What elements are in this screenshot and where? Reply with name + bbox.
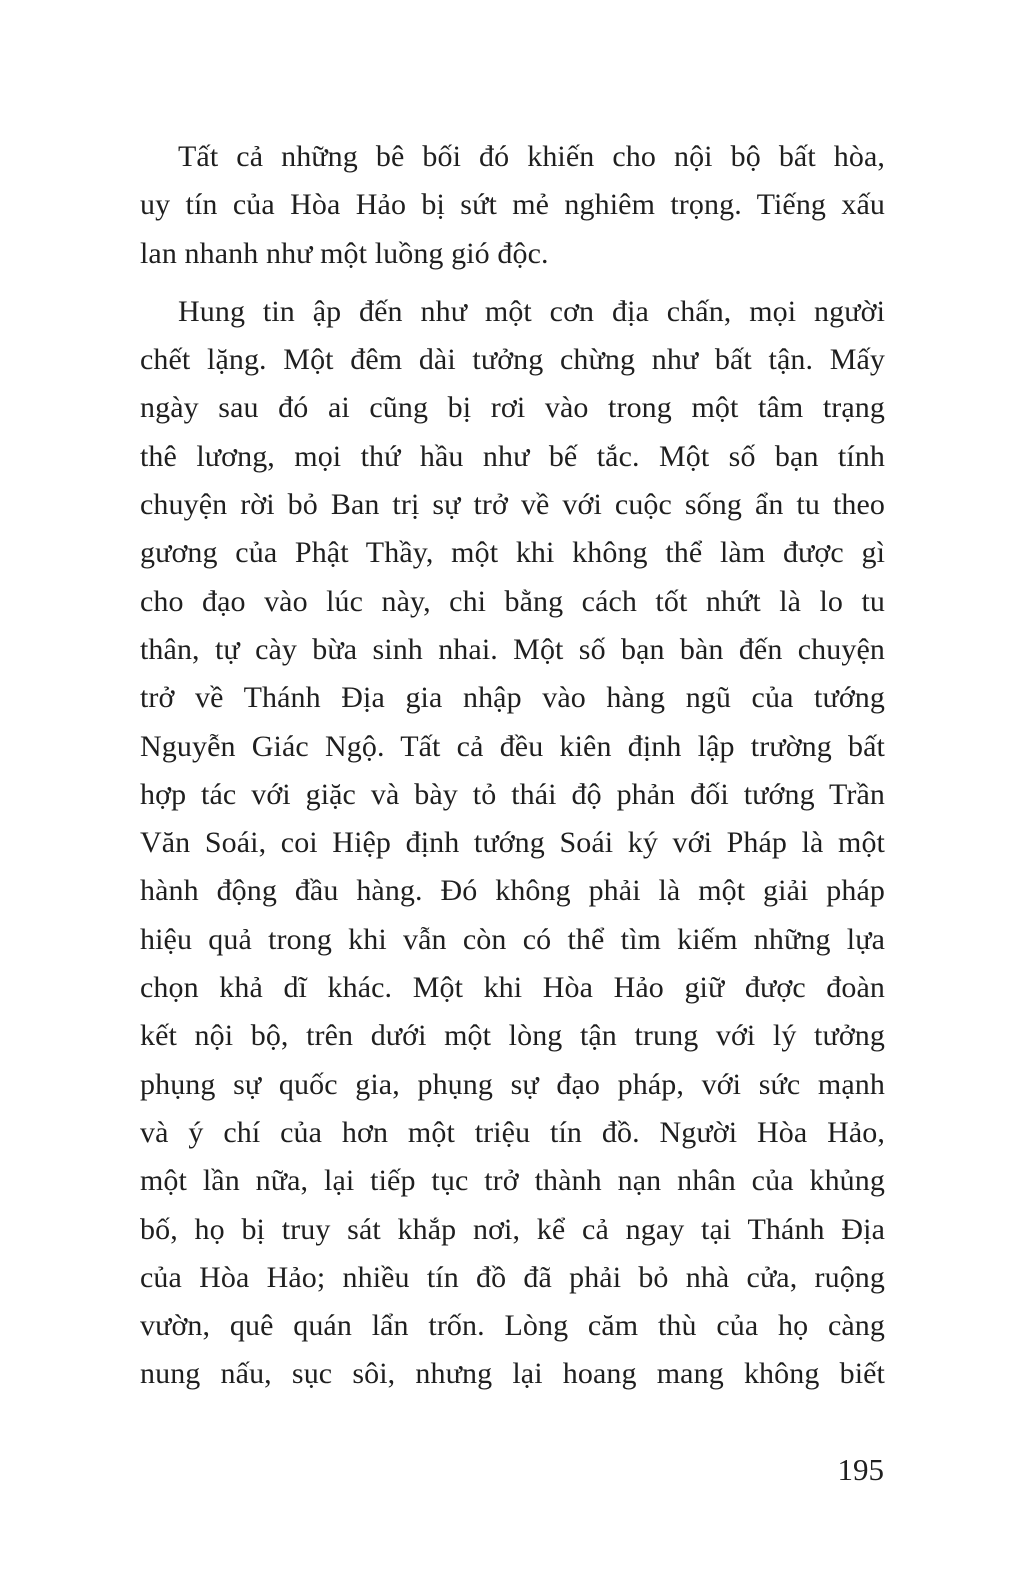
text-line: vườn, quê quán lẩn trốn. Lòng căm thù của họ càng xyxy=(140,1309,885,1343)
text-line: hợp tác với giặc và bày tỏ thái độ phản đối tướng Trần xyxy=(140,777,885,811)
text-line: gương của Phật Thầy, một khi không thể làm được gì xyxy=(140,536,885,570)
text-line: thê lương, mọi thứ hầu như bế tắc. Một số bạn tính xyxy=(140,439,885,473)
text-line: Tất cả những bê bối đó khiến cho nội bộ bất hòa, xyxy=(178,140,885,173)
text-line: cho đạo vào lúc này, chi bằng cách tốt nhứt là lo tu xyxy=(140,584,885,618)
text-line: chết lặng. Một đêm dài tưởng chừng như bất tận. Mấy xyxy=(140,343,885,377)
text-line: lan nhanh như một luồng gió độc. xyxy=(140,236,549,270)
text-line: một lần nữa, lại tiếp tục trở thành nạn nhân của khủng xyxy=(140,1164,885,1198)
paragraph-1 xyxy=(140,133,885,278)
text-line: uy tín của Hòa Hảo bị sứt mẻ nghiêm trọng. Tiếng xấu xyxy=(140,188,885,222)
paragraph-2 xyxy=(140,288,885,1399)
text-line: bố, họ bị truy sát khắp nơi, kể cả ngay tại Thánh Địa xyxy=(140,1212,885,1246)
text-line: kết nội bộ, trên dưới một lòng tận trung với lý tưởng xyxy=(140,1019,885,1053)
text-line: Hung tin ập đến như một cơn địa chấn, mọi người xyxy=(178,294,885,328)
text-line: hiệu quả trong khi vẫn còn có thể tìm kiếm những lựa xyxy=(140,922,885,956)
text-line: ngày sau đó ai cũng bị rơi vào trong một tâm trạng xyxy=(140,391,885,425)
text-line: thân, tự cày bừa sinh nhai. Một số bạn bàn đến chuyện xyxy=(140,632,885,666)
text-line: chuyện rời bỏ Ban trị sự trở về với cuộc sống ẩn tu theo xyxy=(140,488,885,522)
text-line: và ý chí của hơn một triệu tín đồ. Người Hòa Hảo, xyxy=(140,1115,885,1149)
text-line: trở về Thánh Địa gia nhập vào hàng ngũ của tướng xyxy=(140,681,885,715)
text-line: nung nấu, sục sôi, nhưng lại hoang mang không biết xyxy=(140,1357,885,1391)
text-line: Văn Soái, coi Hiệp định tướng Soái ký với Pháp là một xyxy=(140,826,885,860)
page-number: 195 xyxy=(837,1452,884,1487)
text-line: Nguyễn Giác Ngộ. Tất cả đều kiên định lập trường bất xyxy=(140,729,885,763)
page-text xyxy=(140,133,885,1399)
text-line: của Hòa Hảo; nhiều tín đồ đã phải bỏ nhà cửa, ruộng xyxy=(140,1260,885,1294)
text-line: chọn khả dĩ khác. Một khi Hòa Hảo giữ được đoàn xyxy=(140,971,885,1005)
text-line: hành động đầu hàng. Đó không phải là một giải pháp xyxy=(140,874,885,908)
text-line: phụng sự quốc gia, phụng sự đạo pháp, với sức mạnh xyxy=(140,1067,885,1101)
